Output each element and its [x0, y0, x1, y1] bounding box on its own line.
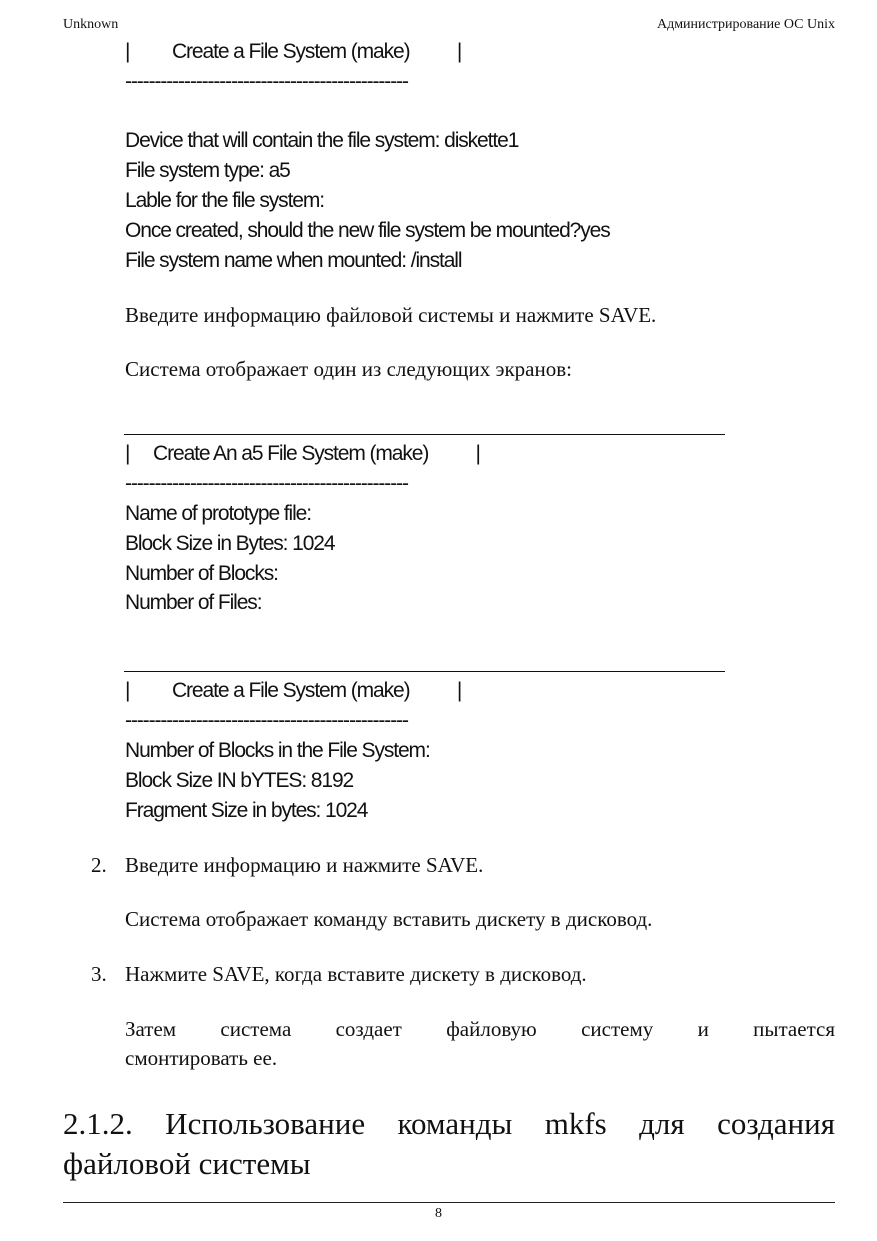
header-right: Администрирование ОС Unix	[656, 17, 835, 32]
footer-rule	[63, 1202, 835, 1203]
step-note: Система отображает команду вставить дискету в дисковод.	[125, 907, 653, 931]
screen2-title: | Create An a5 File System (make) |	[125, 442, 480, 465]
para-system-shows: Система отображает один из следующих экранов:	[125, 357, 572, 381]
screen2-field: Number of Files:	[125, 591, 262, 614]
screen1-field: File system type: a5	[125, 159, 290, 182]
screen1-field: Lable for the file system:	[125, 189, 325, 212]
screen1-field: File system name when mounted: /install	[125, 249, 462, 272]
screen3-title: | Create a File System (make) |	[125, 679, 462, 702]
screen1-field: Device that will contain the file system: diskette1	[125, 129, 519, 152]
header-left: Unknown	[63, 17, 119, 32]
screen2-top-rule	[124, 434, 725, 435]
screen3-field: Number of Blocks in the File System:	[125, 739, 430, 762]
screen1-dashes: ------------------------------------------------	[125, 70, 408, 93]
step-text: Нажмите SAVE, когда вставите дискету в дисковод.	[125, 962, 587, 986]
para-enter-info: Введите информацию файловой системы и нажмите SAVE.	[125, 303, 657, 327]
screen1-field: Once created, should the new file system be mounted?yes	[125, 219, 610, 242]
section-heading-line2: файловой системы	[63, 1146, 311, 1181]
step-text: Введите информацию и нажмите SAVE.	[125, 853, 484, 877]
screen3-field: Fragment Size in bytes: 1024	[125, 799, 368, 822]
step-number: 2.	[91, 853, 107, 877]
step-note-line1: Затем система создает файловую систему и пытается	[125, 1017, 835, 1041]
step-note-line2: смонтировать ее.	[125, 1046, 278, 1070]
page-number: 8	[435, 1206, 442, 1221]
screen2-dashes: ------------------------------------------------	[125, 472, 408, 495]
screen1-title: | Create a File System (make) |	[125, 40, 462, 63]
step-number: 3.	[91, 962, 107, 986]
screen3-field: Block Size IN bYTES: 8192	[125, 769, 354, 792]
screen2-field: Name of prototype file:	[125, 502, 311, 525]
screen3-top-rule	[124, 671, 725, 672]
screen2-field: Number of Blocks:	[125, 562, 278, 585]
section-heading-line1: 2.1.2. Использование команды mkfs для создания	[63, 1106, 835, 1141]
screen3-dashes: ------------------------------------------------	[125, 709, 408, 732]
screen2-field: Block Size in Bytes: 1024	[125, 532, 335, 555]
